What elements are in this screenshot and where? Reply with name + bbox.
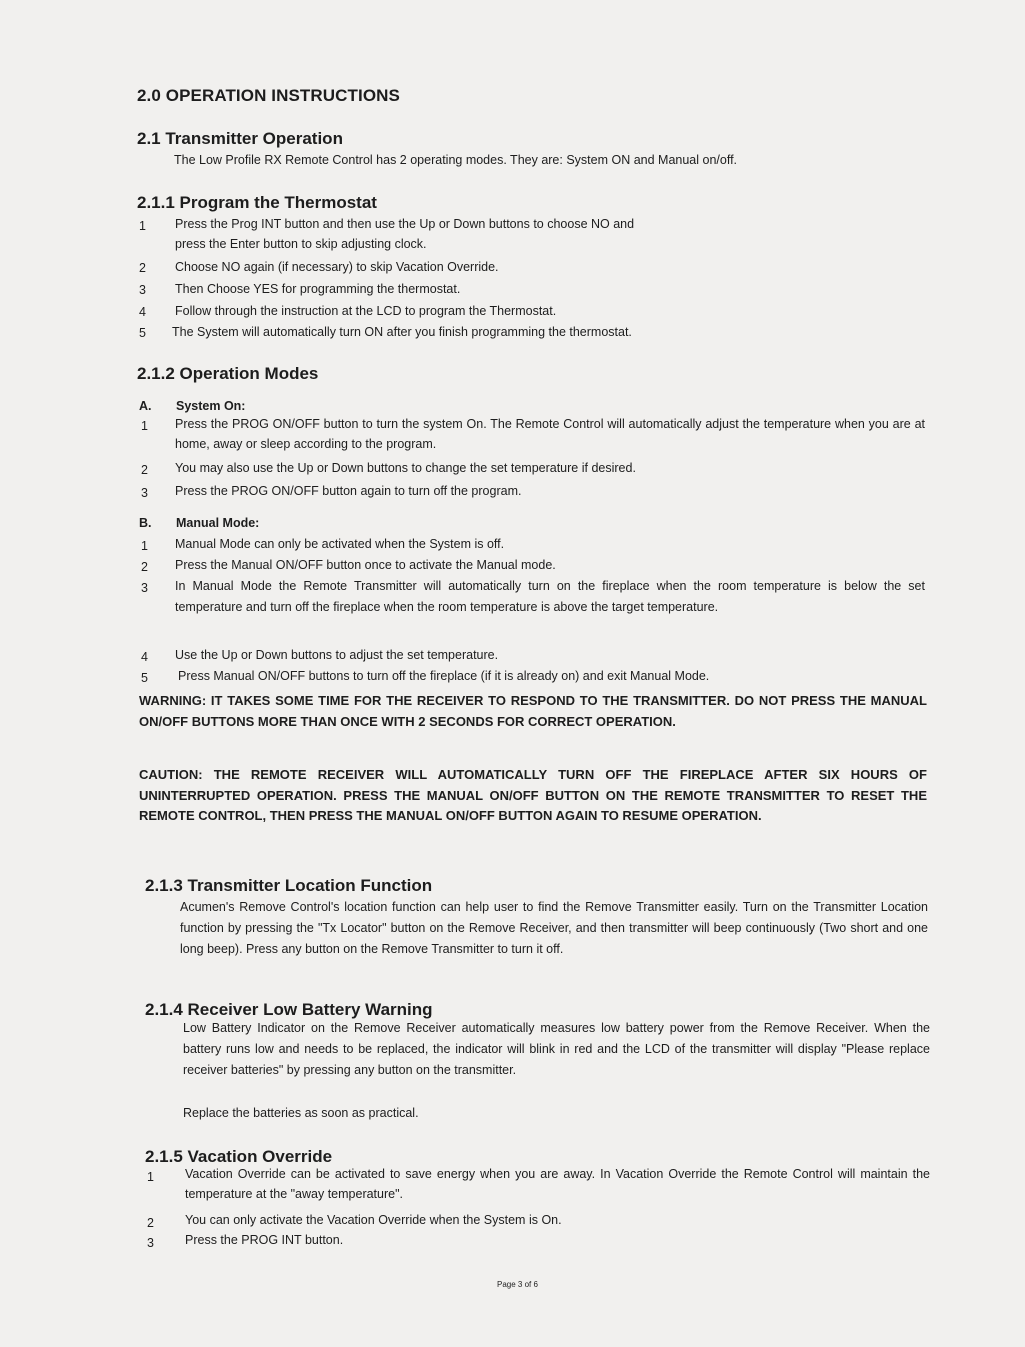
paragraph-low-battery: Low Battery Indicator on the Remove Receiver automatically measures low battery power from the Remove Receiver. When the battery runs low and needs to be replaced, the indicator will blink in red and the LCD of the transmitter will display "Please replace receiver batteries" by pressing any button on the transmitter. [183, 1021, 930, 1077]
list-item: The System will automatically turn ON after you finish programming the thermostat. [172, 325, 632, 339]
list-number: 4 [139, 305, 146, 319]
caution-notice: CAUTION: THE REMOTE RECEIVER WILL AUTOMATICALLY TURN OFF THE FIREPLACE AFTER SIX HOURS OF UNINTERRUPTED OPERATION. PRESS THE MANUAL ON/OFF BUTTON ON THE REMOTE TRANSMITTER TO RESET THE REMOTE CONTROL, THEN PRESS THE MANUAL ON/OFF BUTTON AGAIN TO RESUME OPERATION. [139, 767, 927, 823]
list-number: 2 [141, 463, 148, 477]
list-number: 2 [139, 261, 146, 275]
list-item: You can only activate the Vacation Override when the System is On. [185, 1213, 562, 1227]
list-letter: B. [139, 516, 152, 530]
list-item: Manual Mode can only be activated when the System is off. [175, 537, 505, 551]
list-item: Use the Up or Down buttons to adjust the set temperature. [175, 648, 499, 662]
list-item: You may also use the Up or Down buttons to change the set temperature if desired. [175, 461, 636, 475]
list-item: Press the PROG INT button. [185, 1233, 344, 1247]
heading-transmitter-operation: 2.1 Transmitter Operation [137, 129, 343, 148]
paragraph-replace-batteries: Replace the batteries as soon as practical. [183, 1106, 419, 1120]
list-number: 1 [139, 219, 146, 233]
list-item: Follow through the instruction at the LCD to program the Thermostat. [175, 304, 557, 318]
list-number: 3 [141, 581, 148, 595]
list-number: 5 [141, 671, 148, 685]
heading-transmitter-location: 2.1.3 Transmitter Location Function [145, 876, 433, 895]
list-item: Press the Prog INT button and then use the Up or Down buttons to choose NO and press the Enter button to skip adjusting clock. [175, 217, 635, 251]
list-number: 2 [141, 560, 148, 574]
list-item: Vacation Override can be activated to save energy when you are away. In Vacation Override the Remote Control will maintain the temperature at the "away temperature". [185, 1167, 930, 1201]
page-number: Page 3 of 6 [497, 1280, 538, 1289]
subheading-manual-mode: Manual Mode: [176, 516, 260, 530]
list-item: Press Manual ON/OFF buttons to turn off the fireplace (if it is already on) and exit Manual Mode. [178, 669, 710, 683]
list-number: 1 [141, 419, 148, 433]
list-number: 1 [147, 1170, 154, 1184]
list-item: Then Choose YES for programming the thermostat. [175, 282, 461, 296]
list-number: 4 [141, 650, 148, 664]
list-item: Choose NO again (if necessary) to skip Vacation Override. [175, 260, 499, 274]
list-item: Press the PROG ON/OFF button to turn the system On. The Remote Control will automatically adjust the temperature when you are at home, away or sleep according to the program. [175, 417, 925, 451]
heading-low-battery: 2.1.4 Receiver Low Battery Warning [145, 1000, 433, 1019]
list-letter: A. [139, 399, 152, 413]
list-number: 2 [147, 1216, 154, 1230]
list-item: Press the PROG ON/OFF button again to turn off the program. [175, 484, 522, 498]
list-number: 1 [141, 539, 148, 553]
paragraph-operating-modes: The Low Profile RX Remote Control has 2 operating modes. They are: System ON and Manual on/off. [174, 153, 738, 167]
heading-program-thermostat: 2.1.1 Program the Thermostat [137, 193, 377, 212]
heading-operation-modes: 2.1.2 Operation Modes [137, 364, 319, 383]
section-title: 2.0 OPERATION INSTRUCTIONS [137, 86, 400, 105]
heading-vacation-override: 2.1.5 Vacation Override [145, 1147, 333, 1166]
list-item: Press the Manual ON/OFF button once to activate the Manual mode. [175, 558, 556, 572]
list-number: 5 [139, 326, 146, 340]
subheading-system-on: System On: [176, 399, 246, 413]
list-number: 3 [139, 283, 146, 297]
warning-notice: WARNING: IT TAKES SOME TIME FOR THE RECEIVER TO RESPOND TO THE TRANSMITTER. DO NOT PRESS THE MANUAL ON/OFF BUTTONS MORE THAN ONCE WITH 2 SECONDS FOR CORRECT OPERATION. [139, 693, 927, 729]
list-item: In Manual Mode the Remote Transmitter will automatically turn on the fireplace when the room temperature is below the set temperature and turn off the fireplace when the room temperature is above the target temperature. [175, 579, 925, 614]
list-number: 3 [147, 1236, 154, 1250]
list-number: 3 [141, 486, 148, 500]
paragraph-location-function: Acumen's Remove Control's location function can help user to find the Remove Transmitter easily. Turn on the Transmitter Location function by pressing the "Tx Locator" button on the Remove Receiver, and then transmitter will beep continuously (Two short and one long beep). Press any button on the Remove Transmitter to turn it off. [180, 900, 928, 956]
